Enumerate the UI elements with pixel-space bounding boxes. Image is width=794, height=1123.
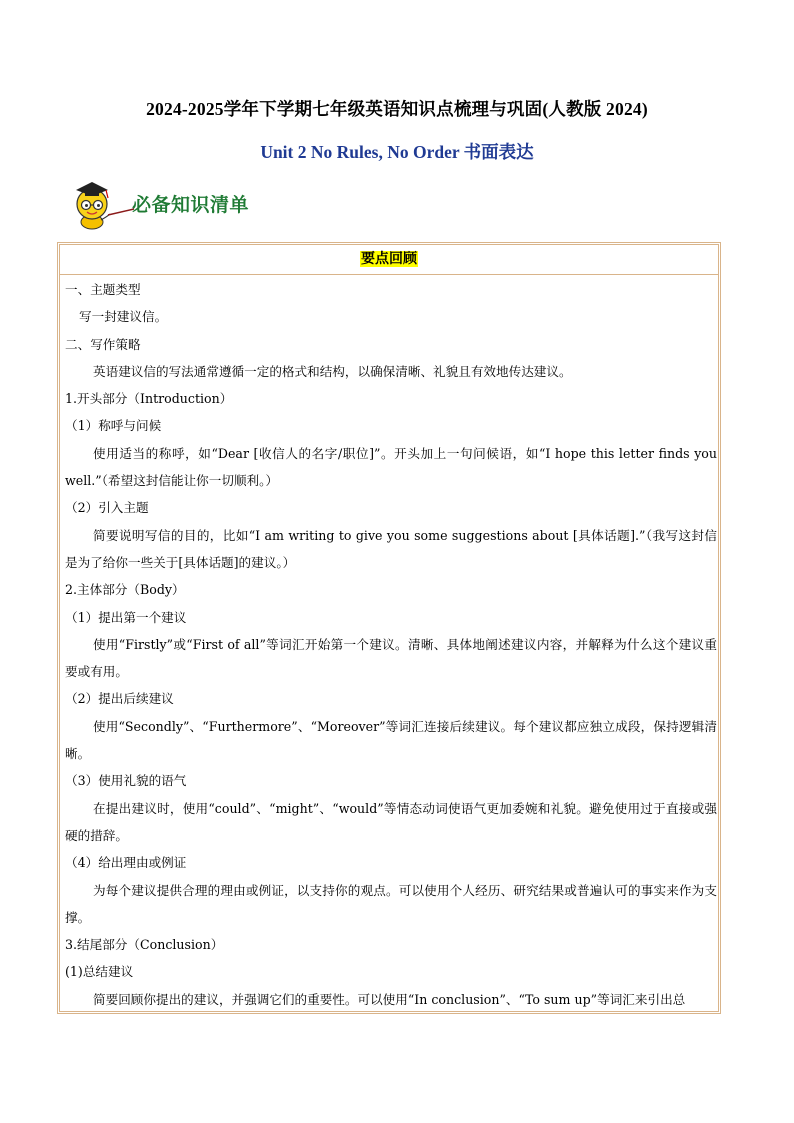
heading-body: 2.主体部分（Body） <box>65 582 185 598</box>
section-banner <box>70 176 330 232</box>
paragraph: 简要说明写信的目的，比如“I am writing to give you some suggestions about [具体话题].”（我写这封信是为了给你一些关于[具体话题]的建议。） <box>65 527 717 570</box>
document-title: 2024-2025学年下学期七年级英语知识点梳理与巩固(人教版 2024) <box>146 99 648 119</box>
paragraph: 写一封建议信。 <box>79 309 168 325</box>
subheading: (1)总结建议 <box>65 964 134 980</box>
paragraph: 英语建议信的写法通常遵循一定的格式和结构，以确保清晰、礼貌且有效地传达建议。 <box>93 363 572 379</box>
document-subtitle: Unit 2 No Rules, No Order 书面表达 <box>260 142 534 162</box>
paragraph: 使用“Firstly”或“First of all”等词汇开始第一个建议。清晰、具体地阐述建议内容，并解释为什么这个建议重要或有用。 <box>65 636 717 680</box>
paragraph: 在提出建议时，使用“could”、“might”、“would”等情态动词使语气更加委婉和礼貌。避免使用过于直接或强硬的措辞。 <box>65 800 717 843</box>
box-header-divider <box>60 274 718 275</box>
paragraph: 使用“Secondly”、“Furthermore”、“Moreover”等词汇连接后续建议。每个建议都应独立成段，保持逻辑清晰。 <box>65 718 717 762</box>
box-header <box>60 248 718 268</box>
heading-conclusion: 3.结尾部分（Conclusion） <box>65 937 224 953</box>
cartoon-teacher-icon <box>70 176 136 232</box>
key-points-box <box>57 242 721 1014</box>
paragraph: 简要回顾你提出的建议，并强调它们的重要性。可以使用“In conclusion”、“To sum up”等词汇来引出总 <box>93 991 686 1007</box>
subheading: （2）引入主题 <box>65 500 149 516</box>
subheading: （4）给出理由或例证 <box>65 855 187 871</box>
subheading: （2）提出后续建议 <box>65 691 174 707</box>
subheading: （3）使用礼貌的语气 <box>65 773 187 789</box>
subheading: （1）提出第一个建议 <box>65 609 187 625</box>
paragraph: 使用适当的称呼，如“Dear [收信人的名字/职位]”。开头加上一句问候语，如“I hope this letter finds you well.”（希望这封信能让你一切顺利。） <box>65 445 717 489</box>
paragraph: 为每个建议提供合理的理由或例证，以支持你的观点。可以使用个人经历、研究结果或普遍认可的事实来作为支撑。 <box>65 882 717 925</box>
box-body <box>65 276 717 1013</box>
subheading: （1）称呼与问候 <box>65 418 162 434</box>
heading-introduction: 1.开头部分（Introduction） <box>65 391 233 407</box>
heading-writing-strategy: 二、写作策略 <box>65 336 141 352</box>
banner-label: 必备知识清单 <box>132 194 250 216</box>
heading-topic-type: 一、主题类型 <box>65 282 141 297</box>
box-header-label: 要点回顾 <box>361 251 417 267</box>
